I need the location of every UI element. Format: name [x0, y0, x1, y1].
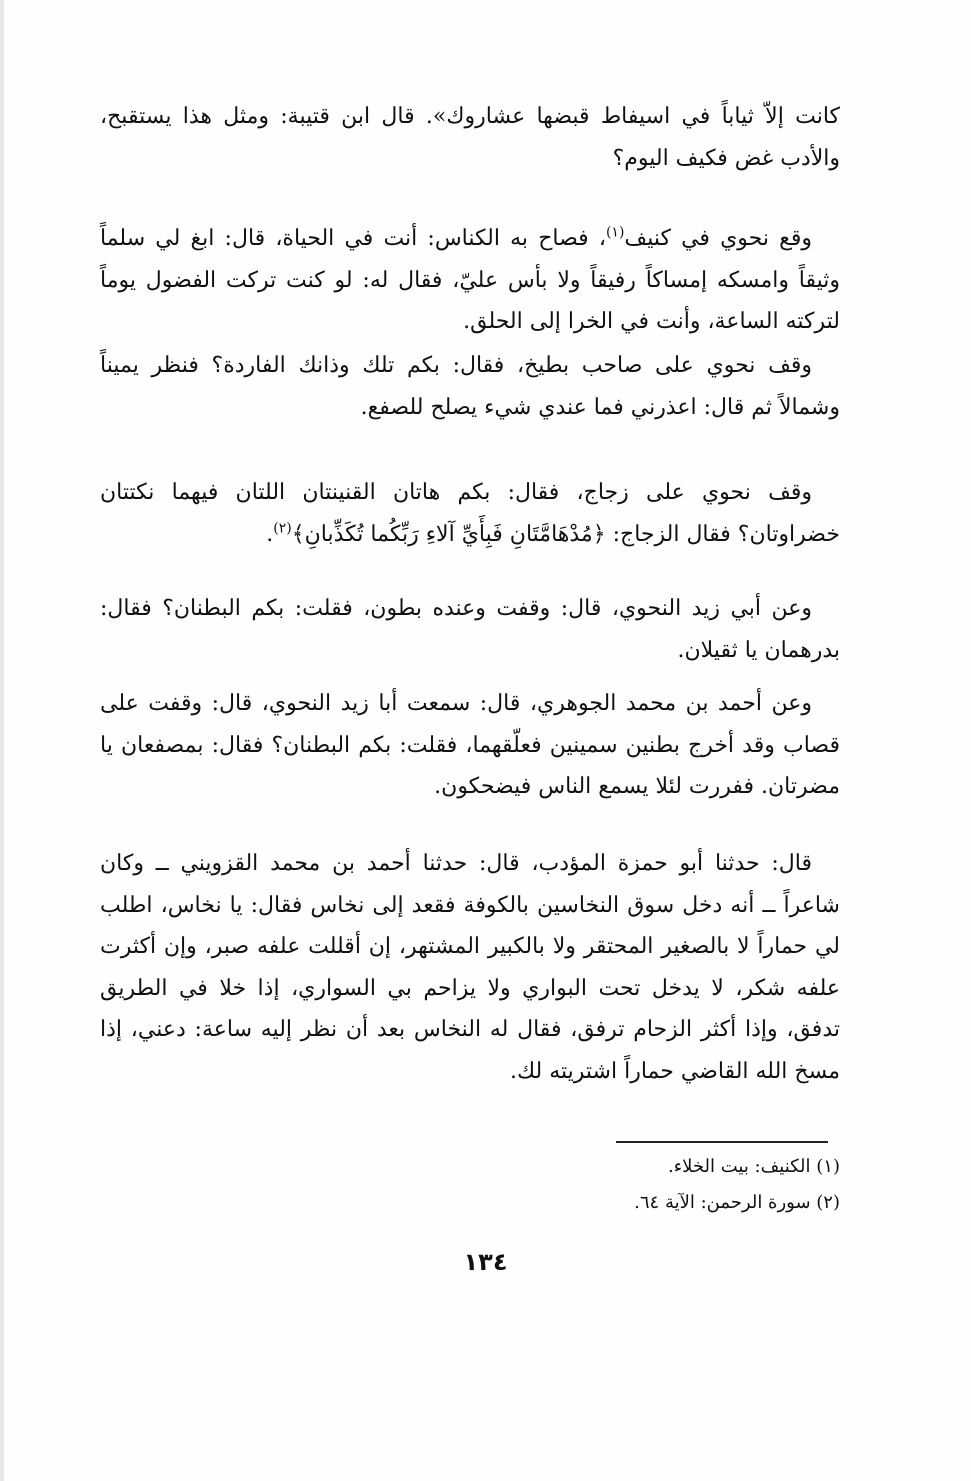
paragraph-6-text: وعن أحمد بن محمد الجوهري، قال: سمعت أبا زيد النحوي، قال: وقفت على قصاب وقد أخرج بطنين سمينين فعلّقهما، فقلت: بكم البطنان؟ فقال: بمصفعان يا مضرتان. ففررت لئلا يسمع الناس فيضحكون. — [100, 691, 840, 799]
paragraph-4-text: وقف نحوي على زجاج، فقال: بكم هاتان القنينتان اللتان فيهما نكتتان خضراوتان؟ فقال الزجاج: ﴿مُدْهَامَّتَانِ فَبِأَيِّ آلاءِ رَبِّكُما تُكَذِّبانِ﴾ — [100, 480, 840, 547]
footnote-marker-2[interactable]: (٢) — [273, 520, 292, 537]
paragraph-5-text: وعن أبي زيد النحوي، قال: وقفت وعنده بطون، فقلت: بكم البطنان؟ فقال: بدرهمان يا ثقيلان. — [100, 596, 840, 663]
paragraph-3-text: وقف نحوي على صاحب بطيخ، فقال: بكم تلك وذانك الفاردة؟ فنظر يميناً وشمالاً ثم قال: اعذرني فما عندي شيء يصلح للصفع. — [100, 353, 840, 420]
paragraph-5 — [100, 588, 840, 671]
paragraph-1 — [100, 96, 840, 179]
page-number: ١٣٤ — [463, 1248, 508, 1276]
footnote-divider — [616, 1141, 828, 1143]
footnote-2: (٢) سورة الرحمن: الآية ٦٤. — [634, 1192, 840, 1213]
paragraph-2-text-b: ، فصاح به الكناس: أنت في الحياة، قال: ابغ لي سلماً وثيقاً وامسكه إمساكاً رفيقاً ولا بأس عليّ، فقال له: لو كنت تركت الفضول يوماً لتركته الساعة، وأنت في الخرا إلى الحلق. — [100, 226, 840, 334]
paragraph-2 — [100, 218, 840, 343]
footnote-marker-1[interactable]: (١) — [605, 224, 625, 241]
paragraph-7-text: قال: حدثنا أبو حمزة المؤدب، قال: حدثنا أحمد بن محمد القزويني ــ وكان شاعراً ــ أنه دخل سوق النخاسين بالكوفة فقعد إلى نخاس فقال: يا نخاس، اطلب لي حماراً لا بالصغير المحتقر ولا بالكبير المشتهر، إن أقللت علفه صبر، وإن أكثرت علفه شكر، لا يدخل تحت البواري ولا يزاحم بي السواري، إذا خلا في الطريق تدفق، وإذا أكثر الزحام ترفق، فقال له النخاس بعد أن نظر إليه ساعة: دعني، إذا مسخ الله القاضي حماراً اشتريته لك. — [100, 851, 840, 1084]
footnote-1: (١) الكنيف: بيت الخلاء. — [667, 1156, 840, 1177]
paragraph-3 — [100, 345, 840, 428]
paragraph-1-text: كانت إلاّ ثياباً في اسيفاط قبضها عشاروك». قال ابن قتيبة: ومثل هذا يستقبح، والأدب غض فكيف اليوم؟ — [100, 104, 840, 171]
paragraph-2-text-a: وقع نحوي في كنيف — [624, 226, 812, 251]
paragraph-4-end: . — [266, 521, 274, 547]
paragraph-7 — [100, 843, 840, 1092]
paragraph-6 — [100, 683, 840, 808]
paragraph-4 — [100, 472, 840, 555]
